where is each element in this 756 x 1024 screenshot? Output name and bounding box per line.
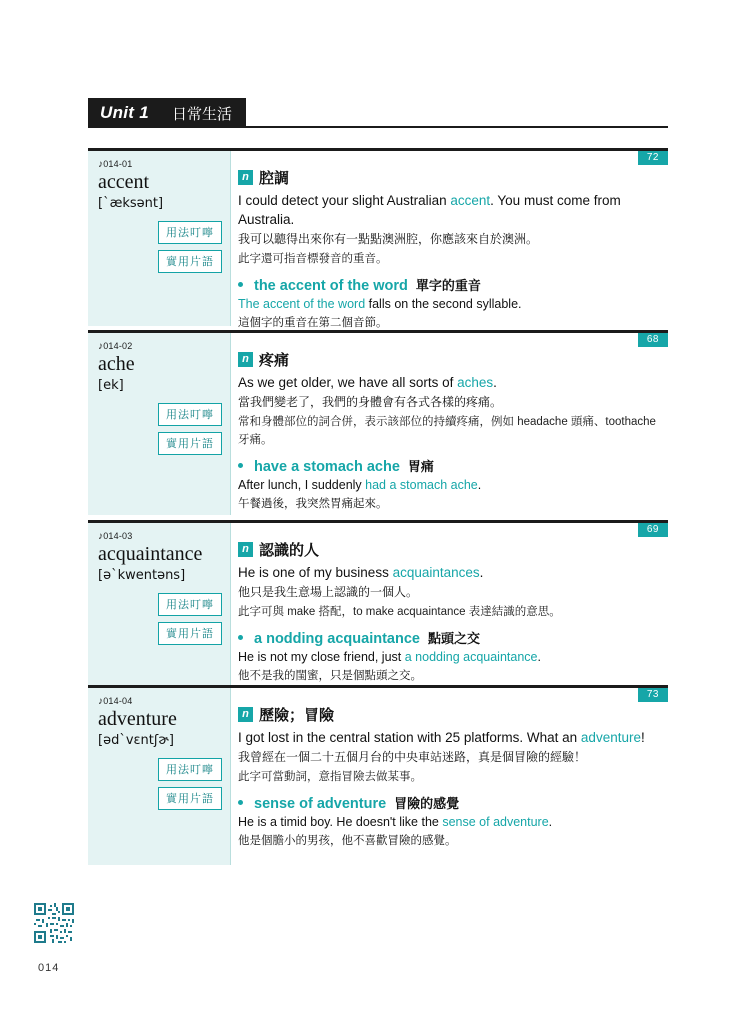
tag-list <box>98 593 222 645</box>
example-sentence-chinese: 我曾經在一個二十五個月台的中央車站迷路，真是個冒險的經驗！ <box>238 750 587 765</box>
headword: acquaintance <box>98 543 203 565</box>
phrase-example-post: . <box>548 814 553 829</box>
example-highlight: aches <box>457 375 494 390</box>
example-sentence-english <box>238 728 668 747</box>
audio-track-label <box>98 159 222 170</box>
phonetic: [ə`kwentəns] <box>98 568 186 583</box>
phrase-example-post: falls on the second syllable. <box>365 297 522 312</box>
usage-note: 常和身體部位的詞合併，表示該部位的持續疼痛，例如 headache 頭痛、toothache 牙痛。 <box>238 416 656 446</box>
phonetic: [əd`vɛntʃɚ] <box>98 733 174 748</box>
definition-line <box>238 539 668 560</box>
tag-usage-tip: 用法叮嚀 <box>158 758 222 781</box>
music-note-icon: ♪ <box>98 531 104 542</box>
definition-chinese: 認識的人 <box>259 542 320 559</box>
qr-code-icon[interactable] <box>34 903 74 943</box>
tag-useful-phrase: 實用片語 <box>158 432 222 455</box>
tag-useful-phrase: 實用片語 <box>158 787 222 810</box>
phrase-example-english <box>238 649 668 667</box>
phrase-example-post: . <box>477 477 482 492</box>
tag-list <box>98 758 222 810</box>
tag-usage-tip: 用法叮嚀 <box>158 403 222 426</box>
phrase-heading <box>238 793 668 812</box>
example-sentence-english <box>238 373 668 392</box>
phrase-chinese: 冒險的感覺 <box>394 795 460 811</box>
phrase-english: have a stomach ache <box>254 458 400 475</box>
page-reference-tab: 73 <box>638 688 668 702</box>
definition-line <box>238 167 668 188</box>
column-divider <box>230 688 231 865</box>
example-pre: I could detect your slight Australian <box>238 193 451 208</box>
entry-body <box>238 151 668 332</box>
example-post: . <box>479 565 484 580</box>
phrase-example-highlight: had a stomach ache <box>365 477 478 492</box>
definition-line <box>238 349 668 370</box>
bullet-icon <box>238 635 243 640</box>
phrase-example-pre: He is not my close friend, just <box>238 649 405 664</box>
phrase-chinese: 點頭之交 <box>427 630 480 646</box>
phrase-english: the accent of the word <box>254 278 408 295</box>
definition-chinese: 腔調 <box>259 170 290 187</box>
example-highlight: adventure <box>580 730 641 745</box>
example-pre: I got lost in the central station with 25 platforms. What an <box>238 730 581 745</box>
definition-chinese: 疼痛 <box>259 352 290 369</box>
phrase-example-chinese: 午餐過後，我突然胃痛起來。 <box>238 497 388 510</box>
usage-note: 此字可與 make 搭配，to make acquaintance 表達結識的意思。 <box>238 606 561 619</box>
page-reference-tab: 68 <box>638 333 668 347</box>
phrase-heading <box>238 628 668 647</box>
audio-track-label <box>98 696 222 707</box>
phonetic: [ek] <box>98 378 124 393</box>
word-column <box>88 688 230 865</box>
phonetic: [`æksənt] <box>98 196 164 211</box>
phrase-example-english <box>238 477 668 495</box>
entry-accent <box>88 148 668 329</box>
music-note-icon: ♪ <box>98 696 104 707</box>
example-post: . <box>493 375 497 390</box>
audio-track-label <box>98 531 222 542</box>
example-sentence-chinese: 我可以聽得出來你有一點點澳洲腔，你應該來自於澳洲。 <box>238 232 539 247</box>
unit-header <box>88 98 668 128</box>
tag-usage-tip: 用法叮嚀 <box>158 221 222 244</box>
entry-body <box>238 523 668 685</box>
phrase-example-chinese: 他不是我的閨蜜，只是個點頭之交。 <box>238 669 422 682</box>
part-of-speech-badge: n <box>238 707 253 722</box>
track-number: 014-03 <box>103 531 133 541</box>
phrase-chinese: 胃痛 <box>407 458 434 474</box>
page-reference-tab: 69 <box>638 523 668 537</box>
bullet-icon <box>238 282 243 287</box>
headword: ache <box>98 353 135 375</box>
example-highlight: accent <box>450 193 491 208</box>
headword: accent <box>98 171 150 193</box>
entry-body <box>238 333 668 513</box>
track-number: 014-02 <box>103 341 133 351</box>
phrase-example-pre: He is a timid boy. He doesn't like the <box>238 814 443 829</box>
track-number: 014-04 <box>103 696 133 706</box>
phrase-example-post: . <box>537 649 541 664</box>
usage-note: 此字還可指音標發音的重音。 <box>238 253 388 266</box>
phrase-example-english <box>238 814 668 832</box>
unit-header-rule <box>246 98 668 128</box>
example-pre: As we get older, we have all sorts of <box>238 375 458 390</box>
phrase-heading <box>238 456 668 475</box>
tag-usage-tip: 用法叮嚀 <box>158 593 222 616</box>
example-pre: He is one of my business <box>238 565 393 580</box>
phrase-english: sense of adventure <box>254 795 387 812</box>
example-post: . You must come from Australia. <box>238 193 621 228</box>
bullet-icon <box>238 800 243 805</box>
example-sentence-english <box>238 563 668 582</box>
column-divider <box>230 333 231 515</box>
bullet-icon <box>238 463 243 468</box>
column-divider <box>230 151 231 326</box>
entry-acquaintance <box>88 520 668 690</box>
phrase-example-chinese: 他是個膽小的男孩，他不喜歡冒險的感覺。 <box>238 834 457 847</box>
part-of-speech-badge: n <box>238 542 253 557</box>
phrase-example-highlight: sense of adventure <box>442 814 549 829</box>
music-note-icon: ♪ <box>98 341 104 352</box>
definition-chinese: 歷險；冒險 <box>259 707 335 724</box>
word-column <box>88 333 230 515</box>
unit-badge: Unit 1 <box>88 98 161 128</box>
word-column <box>88 523 230 693</box>
example-highlight: acquaintances <box>392 565 480 580</box>
tag-useful-phrase: 實用片語 <box>158 250 222 273</box>
word-column <box>88 151 230 326</box>
example-sentence-english <box>238 191 668 229</box>
part-of-speech-badge: n <box>238 352 253 367</box>
page-reference-tab: 72 <box>638 151 668 165</box>
phrase-example-english <box>238 296 668 314</box>
entry-adventure <box>88 685 668 865</box>
phrase-chinese: 單字的重音 <box>415 278 481 294</box>
audio-track-label <box>98 341 222 352</box>
phrase-example-pre: After lunch, I suddenly <box>238 477 366 492</box>
phrase-example-highlight: a nodding acquaintance <box>404 649 538 664</box>
phrase-example-chinese: 這個字的重音在第二個音節。 <box>238 316 388 329</box>
column-divider <box>230 523 231 690</box>
phrase-english: a nodding acquaintance <box>254 630 420 647</box>
example-sentence-chinese: 當我們變老了，我們的身體會有各式各樣的疼痛。 <box>238 395 503 410</box>
tag-useful-phrase: 實用片語 <box>158 622 222 645</box>
unit-title: 日常生活 <box>162 98 246 128</box>
track-number: 014-01 <box>103 159 133 169</box>
part-of-speech-badge: n <box>238 170 253 185</box>
example-sentence-chinese: 他只是我生意場上認識的一個人。 <box>238 585 419 600</box>
entry-body <box>238 688 668 850</box>
music-note-icon: ♪ <box>98 159 104 170</box>
tag-list <box>98 403 222 455</box>
definition-line <box>238 704 668 725</box>
headword: adventure <box>98 708 177 730</box>
page-number: 014 <box>38 962 60 974</box>
phrase-heading <box>238 275 668 294</box>
example-post: ! <box>640 730 645 745</box>
phrase-example-highlight: The accent of the word <box>238 297 366 312</box>
entry-ache <box>88 330 668 515</box>
usage-note: 此字可當動詞，意指冒險去做某事。 <box>238 771 422 784</box>
tag-list <box>98 221 222 273</box>
